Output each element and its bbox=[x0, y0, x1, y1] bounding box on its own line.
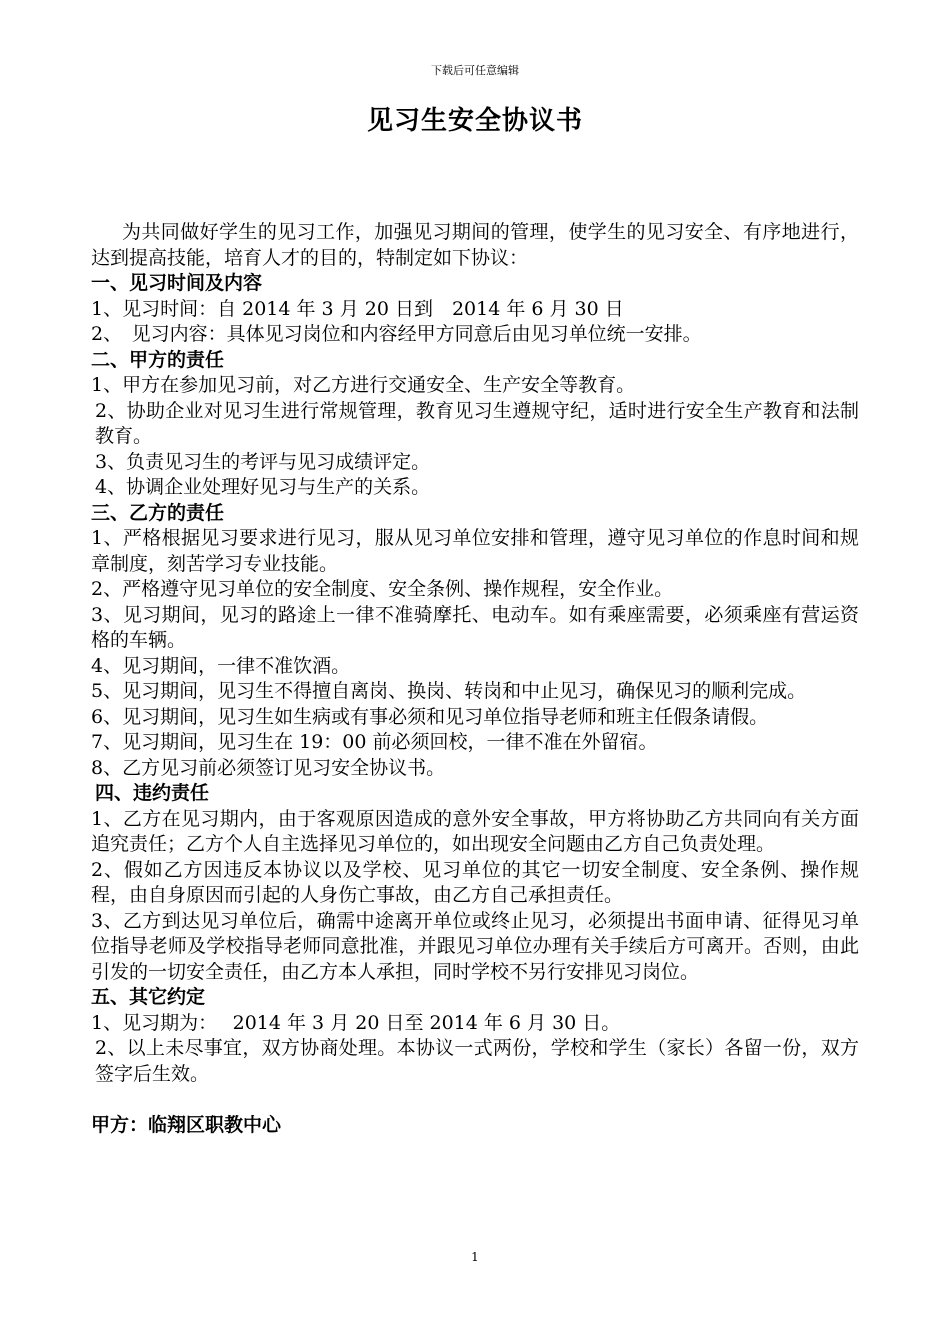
signature-party-a: 甲方：临翔区职教中心 bbox=[91, 1113, 282, 1136]
list-item: 1、甲方在参加见习前，对乙方进行交通安全、生产安全等教育。 bbox=[91, 374, 636, 396]
list-item: 3、见习期间，见习的路途上一律不准骑摩托、电动车。如有乘座需要，必须乘座有营运资格的车辆。 bbox=[91, 603, 859, 651]
list-item: 1、严格根据见习要求进行见习，服从见习单位安排和管理，遵守见习单位的作息时间和规章制度，刻苦学习专业技能。 bbox=[91, 527, 859, 575]
list-item: 3、负责见习生的考评与见习成绩评定。 bbox=[95, 450, 431, 473]
list-item: 4、协调企业处理好见习与生产的关系。 bbox=[95, 476, 431, 498]
list-item: 1、乙方在见习期内，由于客观原因造成的意外安全事故，甲方将协助乙方共同向有关方面追究责任；乙方个人自主选择见习单位的，如出现安全问题由乙方自己负责处理。 bbox=[91, 807, 859, 855]
list-item: 5、见习期间，见习生不得擅自离岗、换岗、转岗和中止见习，确保见习的顺利完成。 bbox=[91, 680, 807, 702]
list-item: 2、协助企业对见习生进行常规管理，教育见习生遵规守纪，适时进行安全生产教育和法制教育。 bbox=[95, 399, 859, 447]
list-item: 2、以上未尽事宜，双方协商处理。本协议一式两份，学校和学生（家长）各留一份，双方签字后生效。 bbox=[95, 1037, 859, 1085]
page-number: 1 bbox=[471, 1250, 479, 1264]
section-heading-schedule: 一、见习时间及内容 bbox=[91, 272, 263, 294]
list-item: 2、 见习内容：具体见习岗位和内容经甲方同意后由见习单位统一安排。 bbox=[91, 323, 702, 345]
list-item: 2、假如乙方因违反本协议以及学校、见习单位的其它一切安全制度、安全条例、操作规程，由自身原因而引起的人身伤亡事故，由乙方自己承担责任。 bbox=[91, 858, 859, 906]
list-item: 4、见习期间，一律不准饮酒。 bbox=[91, 654, 351, 677]
section-heading-breach: 四、违约责任 bbox=[95, 782, 210, 804]
list-item: 7、见习期间，见习生在 19：00 前必须回校，一律不准在外留宿。 bbox=[91, 731, 658, 753]
blank-line bbox=[91, 1087, 859, 1113]
list-item: 8、乙方见习前必须签订见习安全协议书。 bbox=[91, 756, 446, 779]
list-item: 1、见习期为： 2014 年 3 月 20 日至 2014 年 6 月 30 日。 bbox=[91, 1011, 621, 1034]
list-item: 2、严格遵守见习单位的安全制度、安全条例、操作规程，安全作业。 bbox=[91, 578, 674, 600]
document-body bbox=[91, 220, 859, 1138]
page-header-note: 下载后可任意编辑 bbox=[431, 64, 519, 77]
document-title: 见习生安全协议书 bbox=[366, 106, 583, 136]
section-heading-other: 五、其它约定 bbox=[91, 986, 206, 1008]
intro-paragraph: 为共同做好学生的见习工作，加强见习期间的管理，使学生的见习安全、有序地进行，达到提高技能，培育人才的目的，特制定如下协议： bbox=[91, 221, 859, 269]
list-item: 3、乙方到达见习单位后，确需中途离开单位或终止见习，必须提出书面申请、征得见习单位指导老师及学校指导老师同意批准，并跟见习单位办理有关手续后方可离开。否则，由此引发的一切安全责任，由乙方本人承担，同时学校不另行安排见习岗位。 bbox=[91, 909, 859, 983]
section-heading-party-a: 二、甲方的责任 bbox=[91, 348, 225, 371]
list-item: 1、见习时间：自 2014 年 3 月 20 日到 2014 年 6 月 30 日 bbox=[91, 297, 624, 320]
section-heading-party-b: 三、乙方的责任 bbox=[91, 501, 225, 524]
list-item: 6、见习期间，见习生如生病或有事必须和见习单位指导老师和班主任假条请假。 bbox=[91, 705, 769, 728]
